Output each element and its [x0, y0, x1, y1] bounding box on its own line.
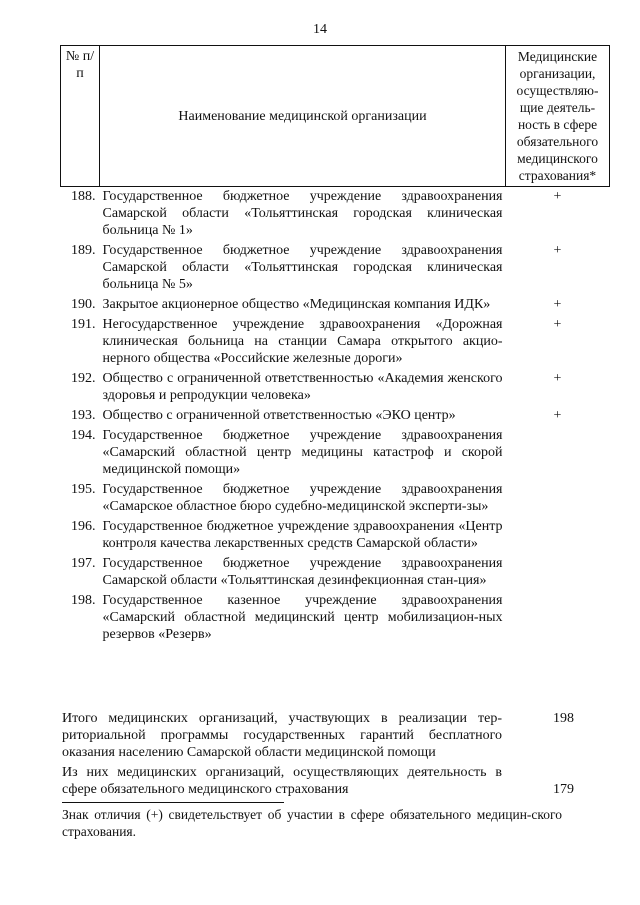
organizations-table	[60, 45, 610, 645]
table-row	[61, 426, 610, 480]
oms-organizations-text: Из них медицинских организаций, осуществляющих деятельность в сфере обязательного медицинского страхования	[62, 765, 502, 797]
row-organization-name: Государственное бюджетное учреждение здравоохранения «Самарский областной центр медицины катастроф и скорой медицинской помощи»	[102, 428, 503, 477]
row-organization-name: Негосударственное учреждение здравоохранения «Дорожная клиническая больница на станции Самара открытого акцио-нерного общества «Российские железные дороги»	[102, 317, 503, 366]
row-number: 188.	[71, 189, 96, 204]
header-number: № п/п	[61, 46, 100, 187]
row-number: 189.	[71, 243, 96, 258]
footnote: Знак отличия (+) свидетельствует об участии в сфере обязательного медицин-ского страхования.	[62, 807, 562, 839]
row-organization-name: Общество с ограниченной ответственностью «ЭКО центр»	[102, 408, 456, 423]
row-number: 190.	[71, 297, 96, 312]
row-organization-name: Государственное бюджетное учреждение здравоохранения «Центр контроля качества лекарственных средств Самарской области»	[102, 519, 503, 551]
row-oms-mark	[506, 554, 610, 591]
row-oms-mark	[506, 426, 610, 480]
table-row	[61, 517, 610, 554]
row-number: 197.	[71, 556, 96, 571]
row-number: 198.	[71, 593, 96, 608]
row-organization-name: Государственное казенное учреждение здравоохранения «Самарский областной медицинский центр мобилизацион-ных резервов «Резерв»	[102, 593, 503, 642]
row-oms-mark: +	[553, 371, 562, 386]
row-number: 192.	[71, 371, 96, 386]
row-organization-name: Государственное бюджетное учреждение здравоохранения «Самарское областное бюро судебно-медицинской эксперти-зы»	[102, 482, 503, 514]
row-oms-mark: +	[553, 297, 562, 312]
table-row	[61, 369, 610, 406]
header-organization-name: Наименование медицинской организации	[100, 46, 506, 187]
row-number: 196.	[71, 519, 96, 534]
total-organizations	[62, 710, 610, 761]
row-oms-mark: +	[553, 189, 562, 204]
table-row	[61, 295, 610, 315]
row-oms-mark: +	[553, 243, 562, 258]
row-oms-mark: +	[553, 408, 562, 423]
row-oms-mark	[506, 480, 610, 517]
table-header-row	[61, 46, 610, 187]
row-organization-name: Закрытое акционерное общество «Медицинская компания ИДК»	[102, 297, 491, 312]
row-organization-name: Общество с ограниченной ответственностью «Академия женского здоровья и репродукции человека»	[102, 371, 503, 403]
total-organizations-value: 198	[553, 711, 574, 726]
oms-organizations-value: 179	[553, 782, 574, 797]
table-row	[61, 315, 610, 369]
row-number: 193.	[71, 408, 96, 423]
row-oms-mark	[506, 591, 610, 645]
row-organization-name: Государственное бюджетное учреждение здравоохранения Самарской области «Тольяттинская дезинфекционная стан-ция»	[102, 556, 503, 588]
table-row	[61, 241, 610, 295]
row-oms-mark: +	[553, 317, 562, 332]
row-organization-name: Государственное бюджетное учреждение здравоохранения Самарской области «Тольяттинская городская клиническая больница № 1»	[102, 189, 503, 238]
row-number: 195.	[71, 482, 96, 497]
header-oms-participation: Медицинские организации, осуществляю-щие деятель-ность в сфере обязательного медицинского страхования*	[506, 46, 610, 187]
table-row	[61, 187, 610, 242]
total-organizations-text: Итого медицинских организаций, участвующих в реализации тер-риториальной программы государственных гарантий бесплатного оказания населению Самарской области медицинской помощи	[62, 711, 502, 760]
footnote-divider	[62, 802, 284, 803]
table-row	[61, 554, 610, 591]
row-number: 191.	[71, 317, 96, 332]
table-row	[61, 406, 610, 426]
row-number: 194.	[71, 428, 96, 443]
oms-organizations	[62, 764, 610, 798]
page-number: 14	[313, 22, 327, 37]
row-organization-name: Государственное бюджетное учреждение здравоохранения Самарской области «Тольяттинская городская клиническая больница № 5»	[102, 243, 503, 292]
row-oms-mark	[506, 517, 610, 554]
table-row	[61, 480, 610, 517]
table-row	[61, 591, 610, 645]
